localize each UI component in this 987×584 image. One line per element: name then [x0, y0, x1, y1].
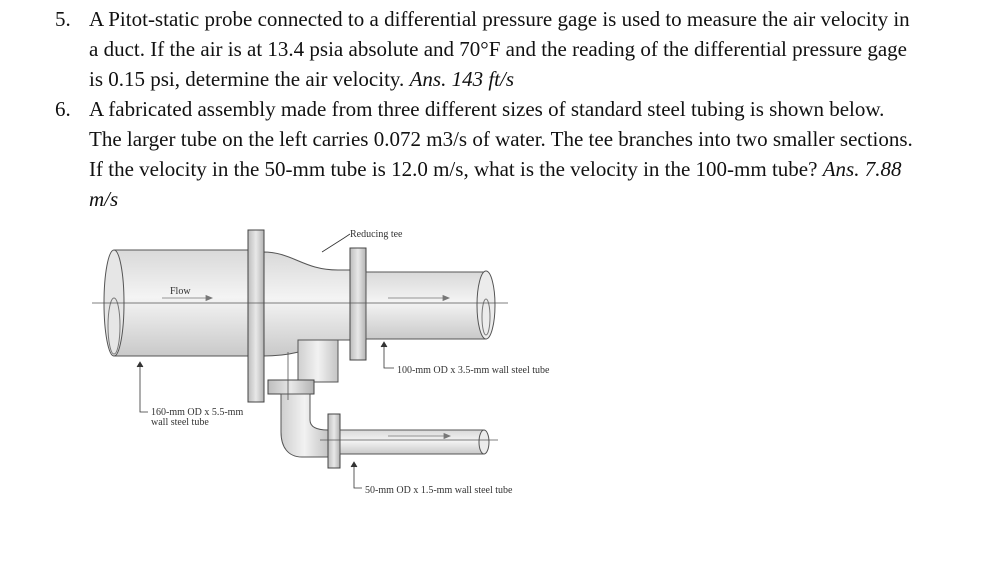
problem-number: 5. [55, 7, 71, 31]
problem-6 [0, 94, 987, 214]
tee-flange [350, 248, 366, 360]
flow-label: Flow [170, 286, 191, 297]
small-flange [328, 414, 340, 468]
medium-tube [366, 271, 495, 339]
problem-text: A fabricated assembly made from three different sizes of standard steel tubing is shown below. The larger tube on the left carries 0.072 m3/s of water. The tee branches into two smaller sections. If the velocity in the 50-mm tube is 12.0 m/s, what is the velocity in the 100-mm tube? [89, 97, 913, 181]
problem-list [0, 4, 987, 214]
problem-number: 6. [55, 97, 71, 121]
problem-text: A Pitot-static probe connected to a differential pressure gage is used to measure the air velocity in a duct. If the air is at 13.4 psia absolute and 70°F and the reading of the differential pressure gage is 0.15 psi, determine the air velocity. [89, 7, 910, 91]
medium-tube-label: 100-mm OD x 3.5-mm wall steel tube [397, 365, 550, 376]
small-tube [340, 430, 489, 454]
tube-assembly-drawing [88, 222, 568, 512]
small-tube-label: 50-mm OD x 1.5-mm wall steel tube [365, 485, 513, 496]
problem-answer: Ans. 7.88 m/s [89, 157, 902, 211]
problem-5 [0, 4, 987, 94]
large-tube-label-line1: 160-mm OD x 5.5-mm [151, 407, 244, 418]
reducing-tee-label: Reducing tee [350, 229, 403, 240]
tube-assembly-figure [88, 222, 568, 512]
left-flange [248, 230, 264, 402]
problem-answer: Ans. 143 ft/s [409, 67, 514, 91]
large-tube-label-line2: wall steel tube [151, 417, 209, 428]
